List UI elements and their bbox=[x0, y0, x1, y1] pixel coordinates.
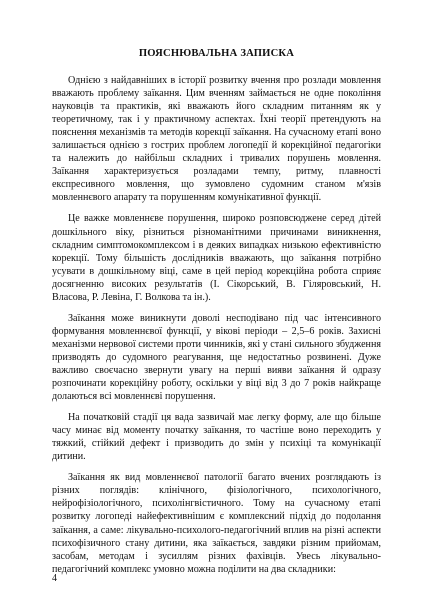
page-number: 4 bbox=[52, 573, 57, 584]
paragraph: Заїкання як вид мовленнєвої патології багато вчених розглядають із різних поглядів: клінічного, фізіологічного, психологічного, нейрофізіологічного, психолінгвістичного. Тому на сучасному етапі розвитку логопеді найефективнішим є комплексний підхід до подолання заїкання, а саме: лікувально-психолого-педагогічний вплив на різні аспекти психофізичного стану дитини, яка заїкається, завдяки різним прийомам, засобам, методам і зусиллям різних фахівців. Увесь лікувально-педагогічний комплекс умовно можна поділити на два складники: bbox=[52, 472, 381, 575]
paragraph: Заїкання може виникнути доволі несподівано під час інтенсивного формування мовленнєвої функції, у вікові періоди – 2,5–6 років. Захисні механізми нервової системи проти чинників, які у стані сильного збудження призводять до судомного реагування, ще недостатньо розвинені. Дуже важливо своєчасно звернути увагу на перші вияви заїкання й одразу розпочинати корекційну роботу, оскільки у віці від 3 до 7 років найкраще долаються всі мовленнєві порушення. bbox=[52, 312, 381, 403]
paragraph: На початковій стадії ця вада зазвичай має легку форму, але що більше часу минає від моменту початку заїкання, то частіше воно переходить у тяжкий, стійкий дефект і призводить до змін у психіці та комунікації дитини. bbox=[52, 412, 381, 463]
paragraph: Однією з найдавніших в історії розвитку вчення про розлади мовлення вважають проблему заїкання. Цим вченням займається не одне покоління науковців та практиків, які вважають його складним питанням як у теоретичному, так і у практичному аспектах. Їхні теорії претендують на пояснення механізмів та методів корекції заїкання. На сучасному етапі воно залишається однією з гострих проблем логопедії й корекційної педагогіки та належить до найбільш складних і тривалих порушень мовлення. Заїкання характеризується розладами темпу, ритму, плавності експресивного мовлення, що зумовлено судомним станом м'язів мовленнєвого апарату та порушенням комунікативної функції. bbox=[52, 75, 381, 204]
paragraph: Це важке мовленнєве порушення, широко розповсюджене серед дітей дошкільного віку, різниться різноманітними причинами виникнення, складним симптомокомплексом і в деяких випадках низькою ефективністю корекції. Тому більшість дослідників вважають, що заїкання потрібно усувати в дошкільному віці, саме в цей період корекційна робота сприяє досягненню високих результатів (І. Сікорський, В. Гіляровський, Н. Власова, Р. Левіна, Г. Волкова та ін.). bbox=[52, 213, 381, 303]
page-title: ПОЯСНЮВАЛЬНА ЗАПИСКА bbox=[138, 48, 295, 59]
